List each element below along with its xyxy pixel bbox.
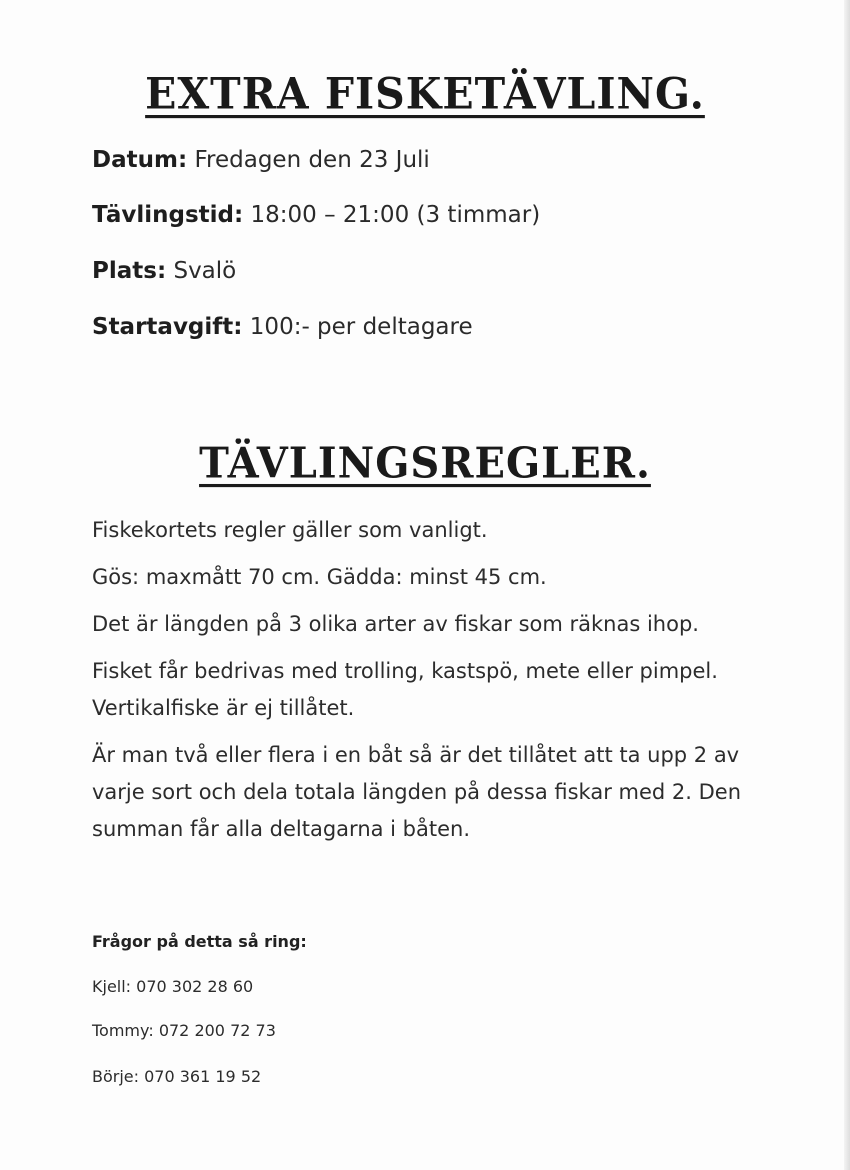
contact-phone: 070 302 28 60 [136,977,254,996]
rule-item: Gös: maxmått 70 cm. Gädda: minst 45 cm. [92,565,547,589]
paper-edge [844,0,850,1170]
rule-item: Fisket får bedrivas med trolling, kastspö, mete eller pimpel. Vertikalfiske är ej tillåtet. [92,659,718,720]
contact-line [92,977,253,996]
info-time-value: 18:00 – 21:00 (3 timmar) [250,202,541,228]
contact-heading: Frågor på detta så ring: [92,932,307,951]
info-time [92,202,540,228]
info-fee-label: Startavgift: [92,314,243,340]
contact-line [92,1067,261,1086]
info-date-label: Datum: [92,147,188,173]
contact-name: Börje: [92,1067,140,1086]
rule-item: Fiskekortets regler gäller som vanligt. [92,518,488,542]
main-title: EXTRA FISKETÄVLING. [145,68,705,120]
rule-item: Är man två eller flera i en båt så är det tillåtet att ta upp 2 av varje sort och dela totala längden på dessa fiskar med 2. Den summan får alla deltagarna i båten. [92,743,742,841]
contact-phone: 070 361 19 52 [144,1067,262,1086]
rules-title: TÄVLINGSREGLER. [199,438,651,489]
info-place-label: Plats: [92,258,167,284]
info-fee [92,314,473,340]
info-place [92,258,236,284]
info-date-value: Fredagen den 23 Juli [194,147,430,173]
info-place-value: Svalö [173,258,237,284]
contact-name: Kjell: [92,977,132,996]
rules-list [92,512,772,858]
info-fee-value: 100:- per deltagare [249,314,473,340]
contact-name: Tommy: [92,1021,154,1040]
contact-phone: 072 200 72 73 [158,1021,276,1040]
rule-item: Det är längden på 3 olika arter av fiskar som räknas ihop. [92,612,699,636]
contact-line [92,1021,276,1040]
info-time-label: Tävlingstid: [92,202,244,228]
info-date [92,147,430,173]
